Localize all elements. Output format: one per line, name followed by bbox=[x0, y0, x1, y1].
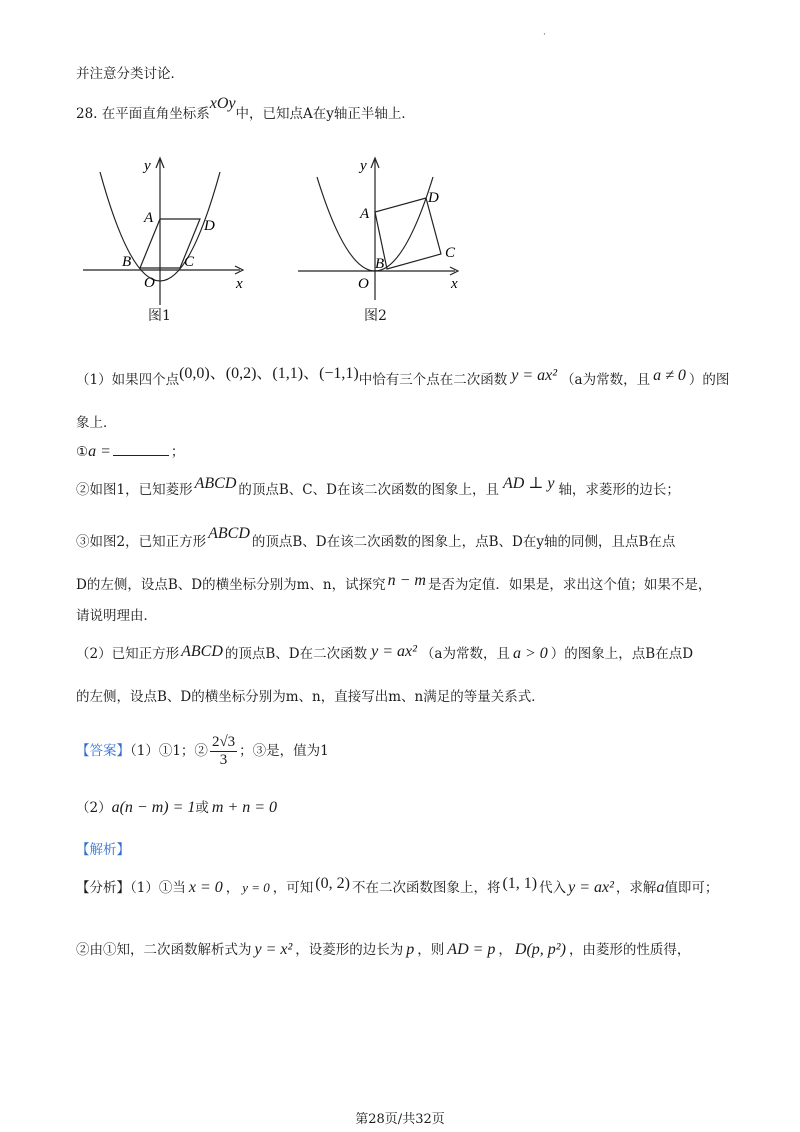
answer-line2-math2: m + n = 0 bbox=[211, 799, 278, 816]
sub3-line2-math: n − m bbox=[387, 572, 426, 589]
fig2-label-c: C bbox=[445, 245, 456, 261]
analysis-l2-m3: AD = p bbox=[447, 941, 496, 958]
sub2-suffix: 轴，求菱形的边长； bbox=[558, 482, 680, 498]
question-number: 28. bbox=[76, 106, 98, 122]
answer-line2-math1: a(n − m) = 1 bbox=[111, 799, 196, 816]
fig2-label-y: y bbox=[360, 158, 367, 174]
analysis-m2: y = 0 bbox=[242, 880, 270, 895]
answer-line-1 bbox=[76, 734, 329, 769]
analysis-l2-t1: ，设菱形的边长为 bbox=[295, 942, 404, 958]
part1-prefix: （1）如果四个点 bbox=[76, 372, 180, 388]
analysis-t2: 不在二次函数图象上，将 bbox=[351, 880, 501, 896]
fig2-label-d: D bbox=[428, 190, 439, 206]
part1-paren: （a为常数，且 bbox=[561, 372, 651, 388]
part2-paren: （a为常数，且 bbox=[420, 646, 510, 662]
part1-line-1 bbox=[76, 365, 730, 390]
part1-points: (0,0)、(0,2)、(1,1)、(−1,1) bbox=[179, 365, 359, 382]
sub3-line2-post: 是否为定值．如果是，求出这个值；如果不是， bbox=[427, 577, 712, 593]
analysis-tag bbox=[76, 840, 130, 860]
part1-line-2: 象上． bbox=[76, 415, 117, 431]
analysis-l2-t3: ， bbox=[498, 942, 512, 958]
analysis-l2-t2: ，则 bbox=[417, 942, 445, 958]
fig1-label-y: y bbox=[144, 158, 151, 174]
analysis-m4: (1, 1) bbox=[502, 875, 538, 892]
figure-2 bbox=[290, 150, 470, 330]
part2-math: ABCD bbox=[181, 643, 223, 660]
answer-text2: ；③是，值为1 bbox=[239, 743, 329, 759]
fraction-denominator: 3 bbox=[219, 752, 228, 768]
analysis-m3: (0, 2) bbox=[315, 875, 350, 892]
analysis-m1: x = 0 bbox=[188, 879, 223, 896]
question-pre: 在平面直角坐标系 bbox=[101, 106, 210, 122]
math-xoy: xOy bbox=[209, 95, 236, 112]
analysis-t3: 代入 bbox=[539, 880, 567, 896]
fig1-label-a: A bbox=[144, 210, 154, 226]
analysis-tag-text: 【解析】 bbox=[76, 842, 130, 858]
analysis-m6: a bbox=[656, 879, 665, 896]
analysis-m5: y = ax² bbox=[568, 879, 614, 896]
sub1-suffix: ； bbox=[170, 444, 185, 460]
answer-line2-pre: （2） bbox=[76, 800, 112, 816]
part2-prefix: （2）已知正方形 bbox=[76, 646, 180, 662]
fig1-label-o: O bbox=[144, 275, 155, 291]
sub3-line-2 bbox=[76, 572, 712, 595]
top-dot: · bbox=[543, 30, 546, 40]
text-line-1: 并注意分类讨论． bbox=[76, 66, 184, 82]
fig1-label-x: x bbox=[236, 276, 243, 292]
analysis-l2-m1: y = x² bbox=[254, 941, 293, 958]
sub3-math: ABCD bbox=[208, 525, 250, 542]
fig2-label-b: B bbox=[375, 256, 385, 272]
figure-1 bbox=[80, 150, 260, 330]
sub2-math: ABCD bbox=[194, 475, 237, 492]
figure-1-svg bbox=[80, 150, 260, 330]
part1-suffix: ）的图 bbox=[688, 372, 730, 388]
page-footer: 第28页/共32页 bbox=[355, 1112, 445, 1127]
sub3-line-3: 请说明理由． bbox=[76, 608, 157, 624]
analysis-l2-t4: ，由菱形的性质得， bbox=[568, 942, 691, 958]
analysis-t5: 值即可； bbox=[664, 880, 719, 896]
part1-cond: a ≠ 0 bbox=[653, 367, 686, 384]
answer-fraction bbox=[210, 734, 237, 769]
sub3-prefix: ③如图2，已知正方形 bbox=[76, 534, 207, 550]
fig1-label-b: B bbox=[122, 254, 132, 270]
part2-mid: 的顶点B、D在二次函数 bbox=[224, 646, 368, 662]
sub1-math: a = bbox=[88, 443, 111, 460]
sub2-mid: 的顶点B、C、D在该二次函数的图象上，且 bbox=[238, 482, 499, 498]
figure-2-svg bbox=[290, 150, 470, 330]
fig2-label-x: x bbox=[451, 276, 458, 292]
question-heading bbox=[76, 95, 415, 124]
answer-line2-or: 或 bbox=[195, 800, 209, 816]
analysis-l2-m2: p bbox=[406, 941, 415, 958]
figure-1-caption: 图1 bbox=[148, 308, 171, 324]
answer-blank bbox=[113, 443, 169, 456]
sub3-mid: 的顶点B、D在该二次函数的图象上，点B、D在y轴的同侧，且点B在点 bbox=[251, 534, 676, 550]
part2-line-1 bbox=[76, 644, 693, 664]
part2-func: y = ax² bbox=[371, 643, 417, 660]
figure-2-caption: 图2 bbox=[364, 308, 387, 324]
part2-cond: a > 0 bbox=[512, 645, 548, 662]
analysis-t4: ，求解 bbox=[615, 880, 657, 896]
analysis-line-2 bbox=[76, 940, 690, 960]
fraction-numerator: 2√3 bbox=[211, 734, 236, 750]
sub1-line bbox=[76, 442, 184, 462]
answer-line-2 bbox=[76, 798, 277, 818]
part1-func: y = ax² bbox=[511, 367, 558, 384]
answer-text1: （1）①1；② bbox=[130, 743, 208, 759]
fenxi-text: 【分析】（1）①当 bbox=[76, 880, 186, 896]
part1-mid: 中恰有三个点在二次函数 bbox=[358, 372, 508, 388]
sub1-prefix: ① bbox=[76, 444, 89, 460]
answer-tag: 【答案】 bbox=[76, 743, 130, 759]
fig2-label-o: O bbox=[358, 276, 369, 292]
analysis-line-1 bbox=[76, 875, 719, 898]
analysis-t1: ，可知 bbox=[272, 880, 314, 896]
fig2-label-a: A bbox=[360, 206, 370, 222]
analysis-l2-pre: ②由①知，二次函数解析式为 bbox=[76, 942, 252, 958]
fig1-label-d: D bbox=[204, 218, 215, 234]
sub2-line bbox=[76, 475, 680, 500]
part2-suffix: ）的图象上，点B在点D bbox=[550, 646, 694, 662]
sub3-line-1 bbox=[76, 525, 676, 552]
sub2-prefix: ②如图1，已知菱形 bbox=[76, 482, 193, 498]
sub2-math2: AD ⊥ y bbox=[502, 475, 555, 492]
part2-line-2: 的左侧，设点B、D的横坐标分别为m、n，直接写出m、n满足的等量关系式． bbox=[76, 689, 545, 705]
analysis-l2-m4: D(p, p²) bbox=[514, 941, 566, 958]
sub3-line2-pre: D的左侧，设点B、D的横坐标分别为m、n，试探究 bbox=[76, 577, 386, 593]
fig1-label-c: C bbox=[184, 254, 195, 270]
analysis-sep1: ， bbox=[225, 880, 240, 896]
question-post: 中，已知点A在y轴正半轴上． bbox=[235, 106, 415, 122]
fig2-square bbox=[375, 198, 441, 269]
